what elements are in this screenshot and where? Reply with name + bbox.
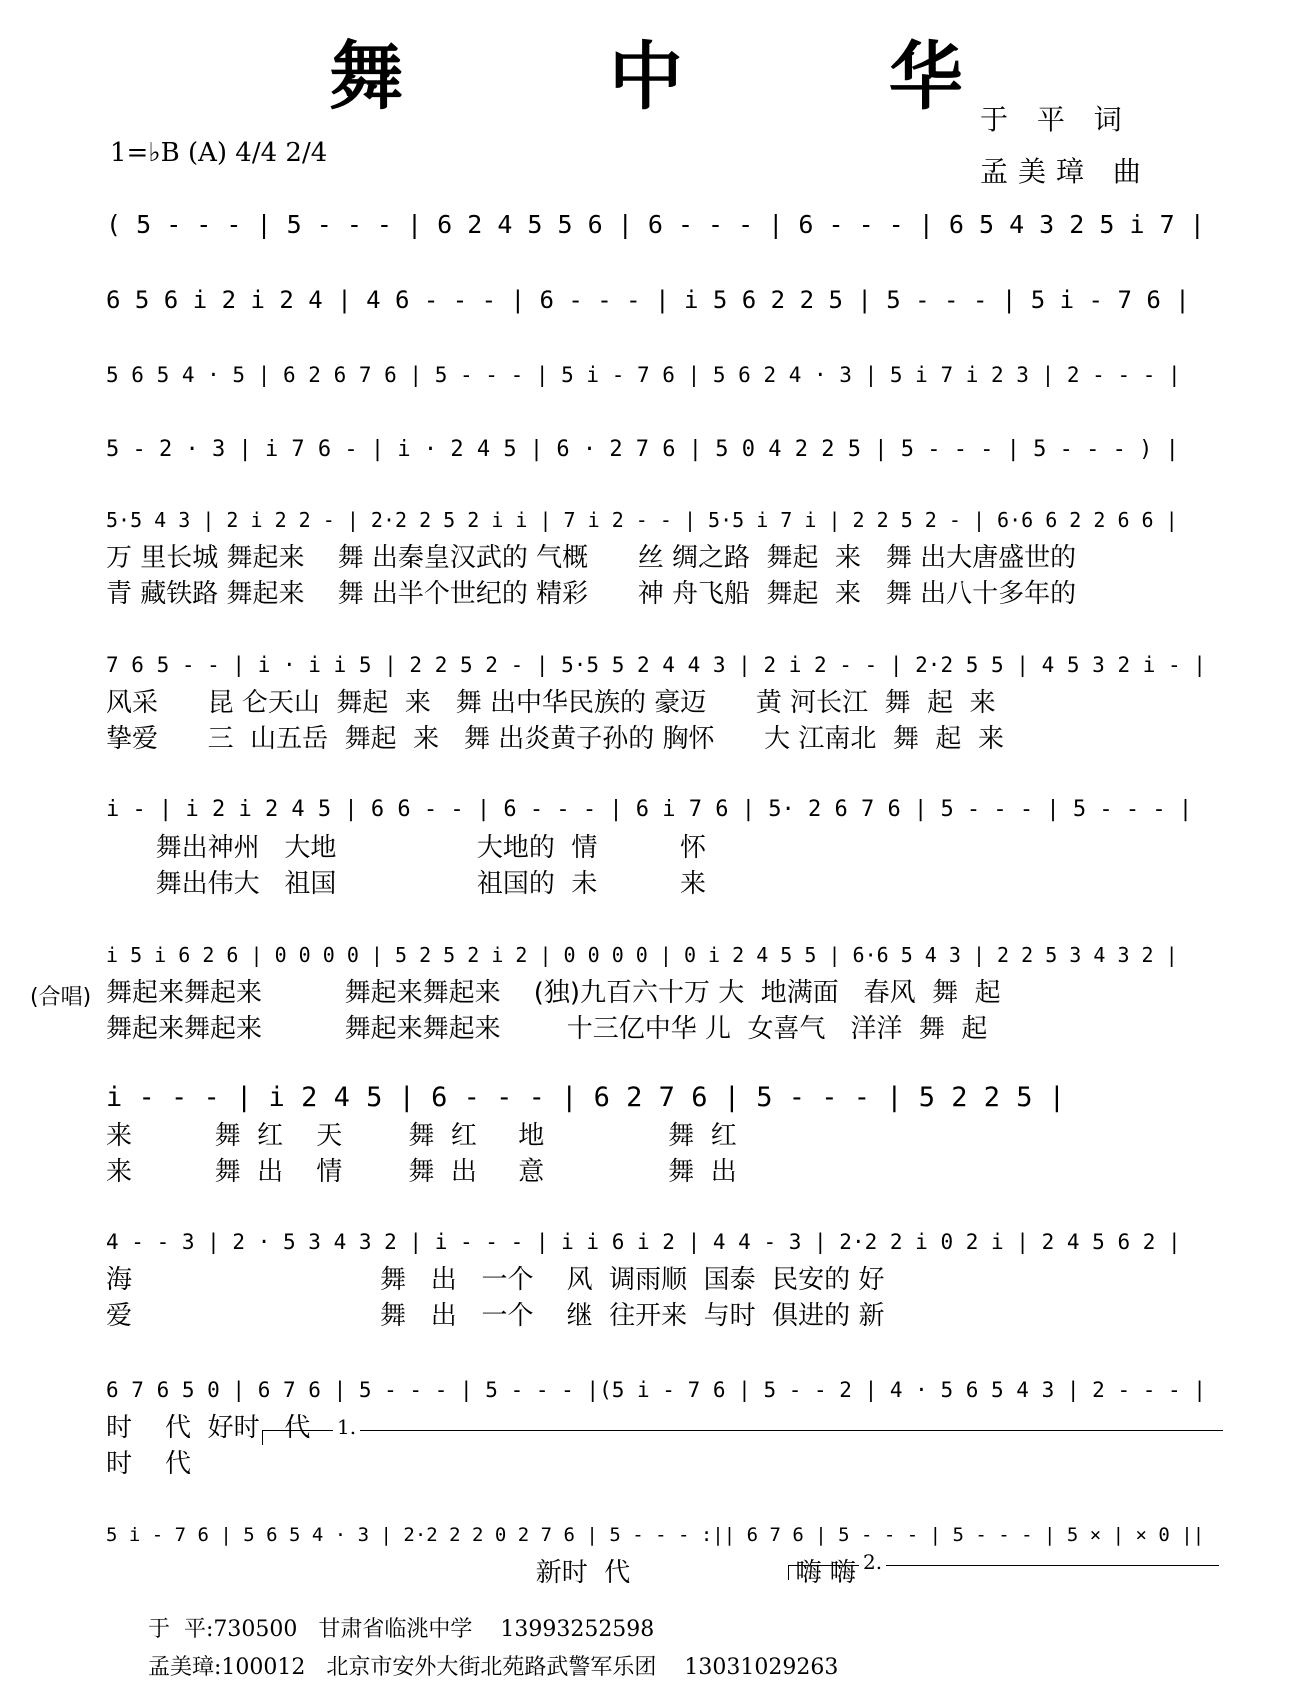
notation-line: ( 5 - - - | 5 - - - | 6 2 4 5 5 6 | 6 - - - | 6 - - - | 6 5 4 3 2 5 i 7 | (106, 210, 1205, 239)
composer-credit: 孟美璋 曲 (980, 155, 1151, 188)
lyric-line: 舞出伟大 祖国 祖国的 未 来 (106, 869, 707, 899)
score-system (106, 645, 1226, 757)
score-system (106, 1515, 1226, 1591)
lyric-line: 新时 代 嗨 嗨 (106, 1558, 856, 1588)
score-system (106, 205, 1226, 245)
volta-second-label: 2. (859, 1550, 886, 1574)
notation-line: i 5 i 6 2 6 | 0 0 0 0 | 5 2 5 2 i 2 | 0 0 0 0 | 0 i 2 4 5 5 | 6·6 5 4 3 | 2 2 5 3 4 3 2 | (106, 943, 1178, 967)
score-system (106, 280, 1226, 320)
lyric-line: 时 代 好时 代 (106, 1413, 311, 1443)
lyricist-credit: 于 平 词 (980, 103, 1132, 136)
score-system (106, 430, 1226, 470)
lyric-line: 万 里长城 舞起来 舞 出秦皇汉武的 气概 丝 绸之路 舞起 来 舞 出大唐盛世的 (106, 543, 1077, 573)
lyric-line: 舞出神州 大地 大地的 情 怀 (106, 833, 707, 863)
lyric-line: 风采 昆 仑天山 舞起 来 舞 出中华民族的 豪迈 黄 河长江 舞 起 来 (106, 688, 996, 718)
contact-composer: 孟美璋:100012 北京市安外大街北苑路武警军乐团 13031029263 (148, 1655, 839, 1680)
contact-lyricist: 于 平:730500 甘肃省临洮中学 13993252598 (148, 1617, 655, 1642)
notation-line: 6 7 6 5 0 | 6 7 6 | 5 - - - | 5 - - - |(5 i - 7 6 | 5 - - 2 | 4 · 5 6 5 4 3 | 2 - - - | (106, 1378, 1206, 1402)
lyric-line: 舞起来舞起来 舞起来舞起来 (独)九百六十万 大 地满面 春风 舞 起 (106, 978, 1001, 1008)
notation-line: 5 6 5 4 · 5 | 6 2 6 7 6 | 5 - - - | 5 i - 7 6 | 5 6 2 4 · 3 | 5 i 7 i 2 3 | 2 - - - | (106, 363, 1181, 387)
notation-line: 4 - - 3 | 2 · 5 3 4 3 2 | i - - - | i i 6 i 2 | 4 4 - 3 | 2·2 2 i 0 2 i | 2 4 5 6 2 | (106, 1230, 1181, 1254)
lyric-line: 来 舞 红 天 舞 红 地 舞 红 (106, 1121, 737, 1151)
score-system (106, 355, 1226, 395)
lyric-line: 爱 舞 出 一个 继 往开来 与时 俱进的 新 (106, 1301, 885, 1331)
key-signature: 1=♭B (A) 4/4 2/4 (110, 138, 328, 168)
score-system (106, 1078, 1226, 1190)
notation-line: 5 i - 7 6 | 5 6 5 4 · 3 | 2·2 2 2 0 2 7 6 | 5 - - - :|| 6 7 6 | 5 - - - | 5 - - - | 5 × | × 0 || (106, 1524, 1205, 1546)
notation-line: i - | i 2 i 2 4 5 | 6 6 - - | 6 - - - | 6 i 7 6 | 5· 2 6 7 6 | 5 - - - | 5 - - - | (106, 797, 1193, 822)
score-system (106, 790, 1226, 902)
song-title: 舞 中 华 (329, 34, 1053, 120)
notation-line: 7 6 5 - - | i · i i 5 | 2 2 5 2 - | 5·5 5 2 4 4 3 | 2 i 2 - - | 2·2 5 5 | 4 5 3 2 i - | (106, 653, 1206, 677)
lyric-line: 青 藏铁路 舞起来 舞 出半个世纪的 精彩 神 舟飞船 舞起 来 舞 出八十多年的 (106, 579, 1077, 609)
volta-first-label: 1. (333, 1415, 360, 1439)
score-system (106, 935, 1226, 1047)
lyric-line: 时 代 (106, 1449, 192, 1479)
notation-line: 5 - 2 · 3 | i 7 6 - | i · 2 4 5 | 6 · 2 7 6 | 5 0 4 2 2 5 | 5 - - - | 5 - - - ) | (106, 437, 1179, 462)
score-system (106, 1222, 1226, 1334)
notation-line: i - - - | i 2 4 5 | 6 - - - | 6 2 7 6 | 5 - - - | 5 2 2 5 | (106, 1082, 1066, 1113)
lyric-line: 舞起来舞起来 舞起来舞起来 十三亿中华 儿 女喜气 洋洋 舞 起 (106, 1014, 988, 1044)
chorus-label: (合唱) (30, 985, 92, 1010)
notation-line: 5·5 4 3 | 2 i 2 2 - | 2·2 2 5 2 i i | 7 i 2 - - | 5·5 i 7 i | 2 2 5 2 - | 6·6 6 2 2 6 6 | (106, 508, 1178, 532)
lyric-line: 挚爱 三 山五岳 舞起 来 舞 出炎黄子孙的 胸怀 大 江南北 舞 起 来 (106, 724, 1004, 754)
lyric-line: 来 舞 出 情 舞 出 意 舞 出 (106, 1157, 737, 1187)
score-system (106, 500, 1226, 612)
lyric-line: 海 舞 出 一个 风 调雨顺 国泰 民安的 好 (106, 1265, 885, 1295)
notation-line: 6 5 6 i 2 i 2 4 | 4 6 - - - | 6 - - - | i 5 6 2 2 5 | 5 - - - | 5 i - 7 6 | (106, 286, 1190, 314)
score-system (106, 1370, 1226, 1482)
